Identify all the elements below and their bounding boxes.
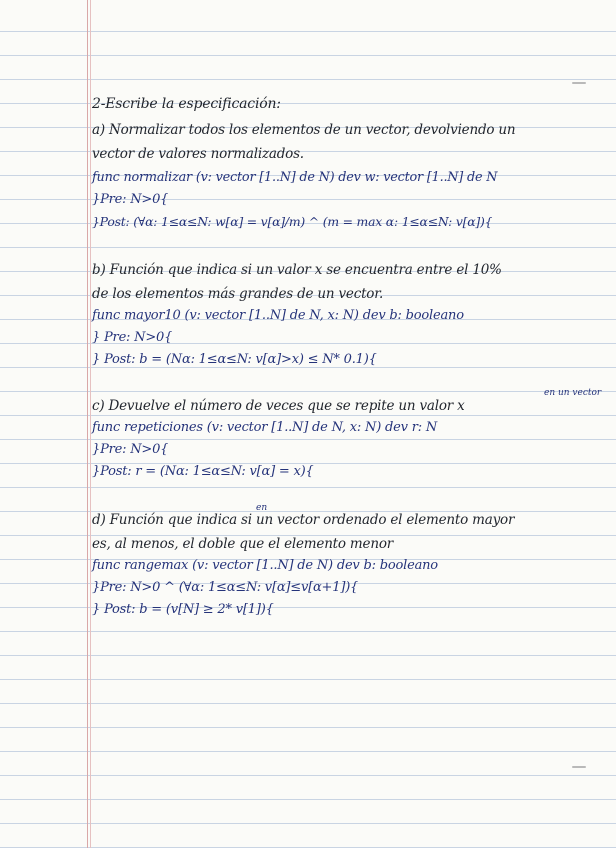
section-d-post: } Post: b = (v[N] ≥ 2* v[1]){ bbox=[92, 602, 274, 617]
section-c-pre: }Pre: N>0{ bbox=[92, 442, 169, 457]
section-d-func: func rangemax (v: vector [1..N] de N) dev b: booleano bbox=[92, 558, 438, 573]
margin-line-inner bbox=[90, 0, 91, 848]
margin-line bbox=[87, 0, 88, 848]
section-a-func: func normalizar (v: vector [1..N] de N) dev w: vector [1..N] de N bbox=[92, 170, 498, 185]
section-a-post: }Post: (∀α: 1≤α≤N: w[α] = v[α]/m) ^ (m = max α: 1≤α≤N: v[α]){ bbox=[92, 214, 493, 229]
section-b-post: } Post: b = (Nα: 1≤α≤N: v[α]>x) ≤ N* 0.1){ bbox=[92, 352, 377, 367]
section-b-statement-2: de los elementos más grandes de un vector. bbox=[92, 286, 384, 302]
section-d-pre: }Pre: N>0 ^ (∀α: 1≤α≤N: v[α]≤v[α+1]){ bbox=[92, 580, 359, 595]
page-mark-top bbox=[572, 82, 586, 84]
page-mark-bottom bbox=[572, 766, 586, 768]
section-d-statement-1: d) Función que indica si un vector ordenado el elemento mayor bbox=[92, 512, 515, 528]
section-b-func: func mayor10 (v: vector [1..N] de N, x: N) dev b: booleano bbox=[92, 308, 464, 323]
section-b-pre: } Pre: N>0{ bbox=[92, 330, 173, 345]
section-c-insert: en un vector bbox=[544, 388, 602, 398]
section-a-statement-2: vector de valores normalizados. bbox=[92, 146, 304, 162]
section-a-pre: }Pre: N>0{ bbox=[92, 192, 169, 207]
section-b-statement-1: b) Función que indica si un valor x se encuentra entre el 10% bbox=[92, 262, 502, 278]
section-c-post: }Post: r = (Nα: 1≤α≤N: v[α] = x){ bbox=[92, 464, 314, 479]
section-d-insert: en bbox=[256, 503, 268, 513]
section-d-statement-2: es, al menos, el doble que el elemento menor bbox=[92, 536, 393, 552]
section-c-func: func repeticiones (v: vector [1..N] de N, x: N) dev r: N bbox=[92, 420, 438, 435]
page-heading: 2-Escribe la especificación: bbox=[92, 96, 281, 112]
section-c-statement-1: c) Devuelve el número de veces que se repite un valor x bbox=[92, 398, 465, 414]
section-a-statement-1: a) Normalizar todos los elementos de un vector, devolviendo un bbox=[92, 122, 516, 138]
